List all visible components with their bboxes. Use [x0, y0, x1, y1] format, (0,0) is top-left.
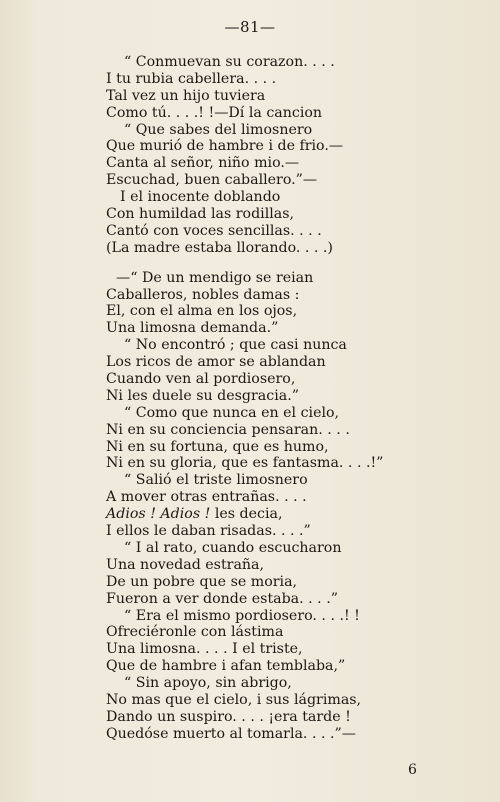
poem-line: “ Era el mismo pordiosero. . . .! !	[124, 607, 360, 624]
poem-line: Ni en su conciencia pensaran. . . .	[106, 421, 350, 438]
poem-line: “ Salió el triste limosnero	[124, 472, 308, 489]
poem-line: Cuando ven al pordiosero,	[106, 371, 296, 388]
poem-line: (La madre estaba llorando. . . .)	[106, 239, 333, 256]
poem-line: “ No encontró ; que casi nunca	[124, 337, 347, 354]
poem-line: Quedóse muerto al tomarla. . . .”—	[106, 725, 356, 742]
poem-line: —“ De un mendigo se reian	[116, 269, 314, 286]
poem-line: Que murió de hambre i de frio.—	[106, 138, 344, 155]
poem-line: A mover otras entrañas. . . .	[106, 489, 307, 506]
stanza-gap	[106, 257, 386, 270]
poem-line: Ofreciéronle con lástima	[106, 624, 284, 641]
poem-text	[106, 54, 386, 743]
poem-line: Tal vez un hijo tuviera	[106, 87, 266, 104]
poem-line: Escuchad, buen caballero.”—	[106, 172, 318, 189]
poem-line	[106, 506, 386, 523]
poem-line: Caballeros, nobles damas :	[106, 286, 300, 303]
poem-line: Fueron a ver donde estaba. . . .”	[106, 590, 338, 607]
poem-line: No mas que el cielo, i sus lágrimas,	[106, 691, 362, 708]
poem-line: Con humildad las rodillas,	[106, 206, 295, 223]
italic-farewell: Adios ! Adios !	[106, 506, 211, 523]
poem-line: Dando un suspiro. . . . ¡era tarde !	[106, 708, 351, 725]
poem-line: Como tú. . . .! !—Dí la cancion	[106, 104, 323, 121]
poem-line: Ni en su gloria, que es fantasma. . . .!”	[106, 455, 384, 472]
poem-line-tail: les decia,	[214, 506, 283, 523]
poem-line: I el inocente doblando	[120, 189, 281, 206]
poem-line: El, con el alma en los ojos,	[106, 303, 298, 320]
poem-line: Canta al señor, niño mio.—	[106, 155, 300, 172]
poem-line: I ellos le daban risadas. . . .”	[106, 523, 311, 540]
poem-line: “ Como que nunca en el cielo,	[124, 404, 340, 421]
poem-line: Ni les duele su desgracia.”	[106, 387, 299, 404]
poem-line: “ I al rato, cuando escucharon	[124, 539, 342, 556]
poem-line: “ Que sabes del limosnero	[124, 121, 313, 138]
signature-mark: 6	[408, 762, 417, 778]
poem-line: Una limosna demanda.”	[106, 320, 279, 337]
poem-line: Una novedad estraña,	[106, 556, 265, 573]
poem-line: “ Conmuevan su corazon. . . .	[124, 54, 335, 70]
poem-line: Ni en su fortuna, que es humo,	[106, 438, 329, 455]
poem-line: Cantó con voces sencillas. . . .	[106, 222, 322, 239]
poem-line: De un pobre que se moria,	[106, 573, 298, 590]
page-number: —81—	[224, 18, 276, 36]
poem-line: I tu rubia cabellera. . . .	[106, 70, 277, 87]
poem-line: Los ricos de amor se ablandan	[106, 354, 326, 371]
poem-line: Que de hambre i afan temblaba,”	[106, 658, 346, 675]
poem-line: “ Sin apoyo, sin abrigo,	[124, 675, 292, 692]
poem-line: Una limosna. . . . I el triste,	[106, 641, 303, 658]
